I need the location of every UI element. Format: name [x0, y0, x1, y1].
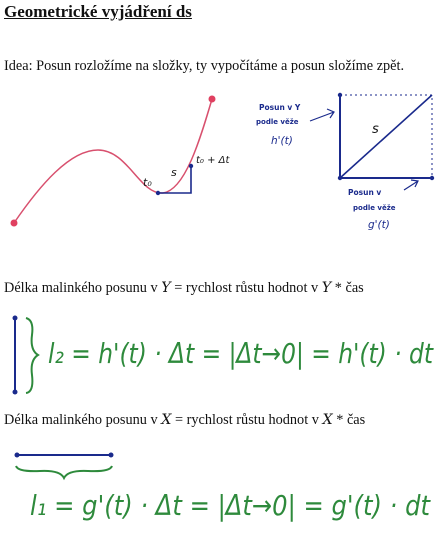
note-x-line1: Posun v [348, 188, 382, 197]
note-x-fn: g'(t) [368, 219, 390, 231]
x-section-text: Délka malinkého posunu v X = rychlost růstu hodnot v X * čas [4, 412, 366, 428]
note-y-fn: h'(t) [271, 135, 293, 147]
x-segment-right [109, 453, 114, 458]
page-title: Geometrické vyjádření ds [4, 2, 192, 21]
x-brace [16, 466, 112, 478]
x-segment-left [15, 453, 20, 458]
note-y-line2: podle věže [256, 118, 299, 126]
y-formula: l₂ = h'(t) · Δt = |Δt→0| = h'(t) · dt [48, 337, 434, 370]
note-x-line2: podle věže [353, 204, 396, 212]
label-t0-dt: t₀ + Δt [196, 155, 230, 166]
label-t0: t₀ [143, 176, 152, 189]
label-s-small: s [171, 166, 177, 179]
label-s-big: s [372, 122, 379, 137]
note-y-line1: Posun v Y [259, 103, 301, 112]
y-section-text: Délka malinkého posunu v Y = rychlost růstu hodnot v Y * čas [4, 280, 364, 296]
idea-text: Idea: Posun rozložíme na složky, ty vypočítáme a posun složíme zpět. [4, 58, 405, 74]
x-formula: l₁ = g'(t) · Δt = |Δt→0| = g'(t) · dt [30, 489, 431, 522]
